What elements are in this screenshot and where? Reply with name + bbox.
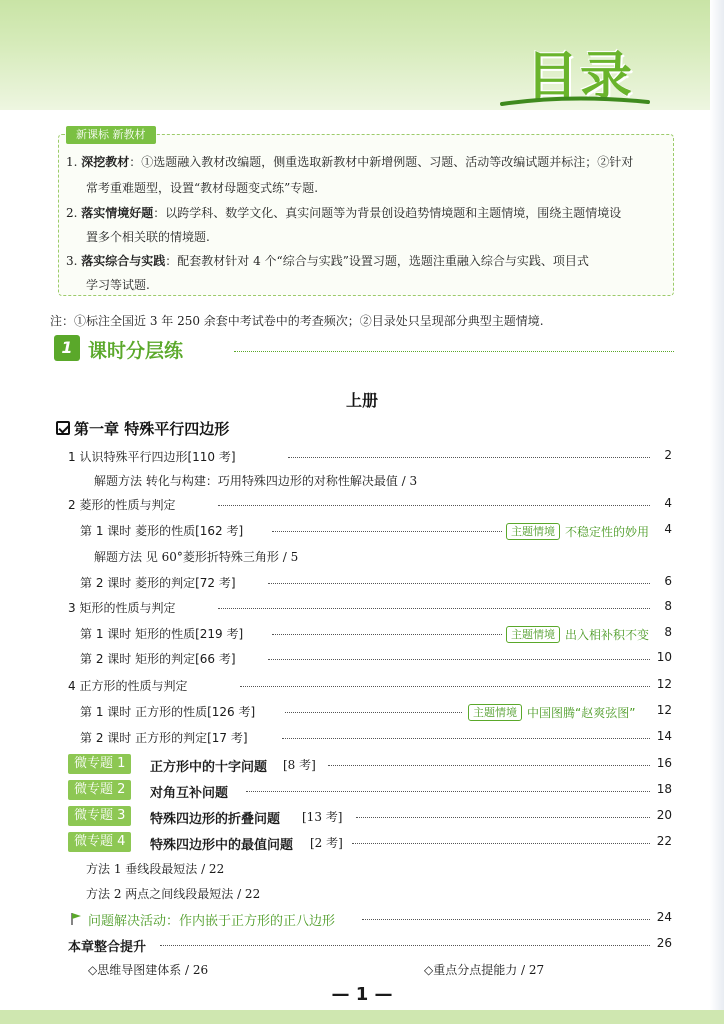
toc-method[interactable]: 解题方法 见 60°菱形折特殊三角形 / 5	[94, 550, 299, 564]
theme-badge: 主题情境	[468, 704, 522, 721]
feature-item-1: 1. 深挖教材：①选题融入教材改编题，侧重选取新教材中新增例题、习题、活动等改编试题并标注；②针对	[66, 155, 634, 169]
toc-entry[interactable]: 第 1 课时 正方形的性质[126 考] 主题情境 中国图腾“赵爽弦图” 12	[80, 703, 672, 720]
footer-band	[0, 1010, 724, 1024]
section-number-icon: 1	[54, 335, 80, 361]
toc-entry[interactable]: 本章整合提升 26	[68, 936, 672, 955]
special-topic-tag: 微专题 1	[68, 754, 131, 774]
feature-item-3: 3. 落实综合与实践：配套教材针对 4 个“综合与实践”设置习题，选题注重融入综合与实践、项目式	[66, 254, 589, 268]
theme-badge: 主题情境	[506, 523, 560, 540]
feature-item-2-cont: 置多个相关联的情境题.	[86, 230, 210, 244]
page-number: — 1 —	[331, 984, 393, 1005]
toc-method[interactable]: 方法 1 垂线段最短法 / 22	[86, 862, 225, 876]
toc-special-topic[interactable]: 微专题 1 正方形中的十字问题 [8 考] 16	[0, 756, 724, 776]
toc-entry[interactable]: 2 菱形的性质与判定 4	[68, 496, 672, 512]
feature-item-2: 2. 落实情境好题：以跨学科、数学文化、真实问题等为背景创设趋势情境题和主题情境，围绕主题情境设	[66, 206, 622, 220]
toc-method[interactable]: 解题方法 转化与构建：巧用特殊四边形的对称性解决最值 / 3	[94, 474, 418, 488]
check-icon	[56, 421, 70, 435]
toc-entry[interactable]: 4 正方形的性质与判定 12	[68, 677, 672, 693]
toc-special-topic[interactable]: 微专题 2 对角互补问题 18	[0, 782, 724, 802]
chapter-title[interactable]: 第一章 特殊平行四边形	[56, 418, 229, 439]
toc-special-topic[interactable]: 微专题 4 特殊四边形中的最值问题 [2 考] 22	[0, 834, 724, 854]
note-text: 注：①标注全国近 3 年 250 余套中考试卷中的考查频次；②目录处只呈现部分典型主题情境.	[50, 314, 544, 328]
toc-entry[interactable]: 第 2 课时 菱形的判定[72 考] 6	[80, 574, 672, 590]
section-header	[54, 335, 674, 361]
toc-special-topic[interactable]: 微专题 3 特殊四边形的折叠问题 [13 考] 20	[0, 808, 724, 828]
footer-keypoints[interactable]: ◇重点分点提能力 / 27	[424, 963, 545, 977]
flag-icon	[70, 912, 82, 926]
volume-title: 上册	[345, 391, 378, 410]
footer-mindmap[interactable]: ◇思维导图建体系 / 26	[88, 963, 209, 977]
section-divider	[234, 351, 674, 352]
toc-entry[interactable]: 3 矩形的性质与判定 8	[68, 599, 672, 615]
feature-item-1-cont: 常考重难题型，设置“教材母题变式练”专题.	[86, 181, 319, 195]
toc-activity[interactable]: 问题解决活动：作内嵌于正方形的正八边形 24	[0, 910, 724, 930]
toc-entry[interactable]: 第 2 课时 矩形的判定[66 考] 10	[80, 650, 672, 666]
features-tag: 新课标 新教材	[66, 126, 156, 144]
theme-badge: 主题情境	[506, 626, 560, 643]
toc-entry[interactable]: 第 1 课时 矩形的性质[219 考] 主题情境 出入相补积不变 8	[80, 625, 672, 642]
special-topic-tag: 微专题 3	[68, 806, 131, 826]
page-title: 目录	[526, 47, 635, 107]
toc-entry[interactable]: 第 2 课时 正方形的判定[17 考] 14	[80, 729, 672, 745]
special-topic-tag: 微专题 2	[68, 780, 131, 800]
title-swoosh-decoration	[500, 94, 650, 110]
special-topic-tag: 微专题 4	[68, 832, 131, 852]
toc-entry[interactable]: 第 1 课时 菱形的性质[162 考] 主题情境 不稳定性的妙用 4	[80, 522, 672, 539]
toc-entry[interactable]: 1 认识特殊平行四边形[110 考] 2	[68, 448, 672, 464]
toc-method[interactable]: 方法 2 两点之间线段最短法 / 22	[86, 887, 261, 901]
feature-item-3-cont: 学习等试题.	[86, 278, 150, 292]
section-title: 课时分层练	[88, 340, 184, 362]
